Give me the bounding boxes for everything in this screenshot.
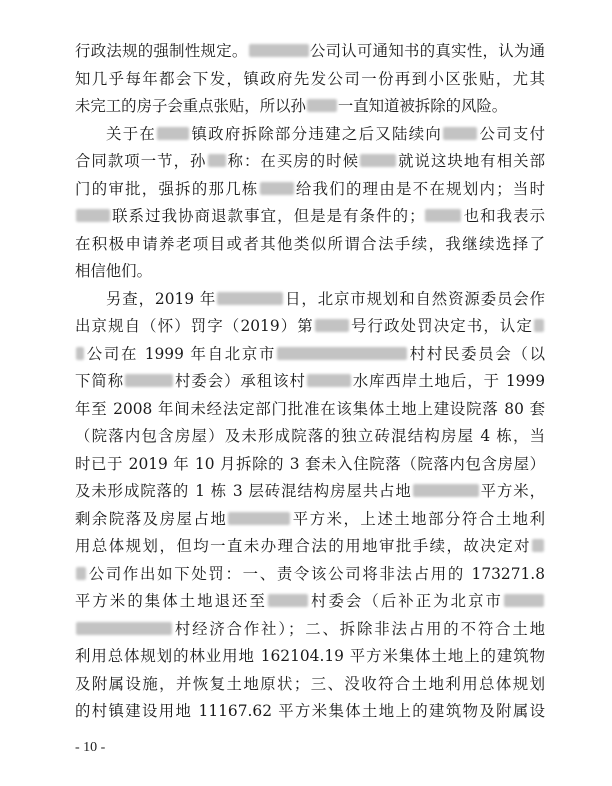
text-line [75,313,545,341]
text-line [75,258,545,286]
text-segment: 关于在 [106,124,157,143]
redaction-block [504,594,544,607]
redaction-block [360,154,396,167]
text-segment: 剩余院落及房屋占地 [75,509,228,528]
text-segment: 也和我表示 [462,207,545,225]
text-segment: 一直知道被拆除的风险。 [337,97,508,115]
redaction-block [307,99,337,112]
redaction-block [315,319,349,332]
text-line [75,93,545,121]
text-segment: 号行政处罚决定书，认定 [349,317,533,335]
text-line [75,671,545,699]
text-segment: 水库西岸土地后，于 1999 [351,372,545,390]
body-text [75,38,545,726]
redaction-block [534,319,544,332]
redaction-block [76,622,172,635]
text-line [75,561,545,589]
text-segment: 出京规自（怀）罚字（2019）第 [75,317,314,335]
text-segment: 门的审批，强拆的那几栋 [75,179,259,198]
text-line [75,588,545,616]
redaction-block [443,127,477,140]
redaction-block [157,127,189,140]
text-line [75,176,545,204]
page-number: - 10 - [75,740,106,755]
text-segment: 公司在 1999 年自北京市 [85,344,277,363]
redaction-block [532,539,544,552]
redaction-block [217,292,283,305]
text-line [75,121,545,149]
text-segment: 未完工的房子会重点张贴，所以孙 [75,97,306,115]
text-segment: 镇政府拆除部分违建之后又陆续向 [190,124,443,143]
text-segment: 下简称 [75,372,125,390]
text-segment: 及未形成院落的 1 栋 3 层砖混结构房屋共占地 [75,482,412,500]
redaction-block [76,347,84,360]
text-line [75,616,545,644]
text-line [75,38,545,66]
text-segment: 村村民委员会（以 [408,344,545,363]
text-line [75,698,545,726]
text-segment: 称：在买房的时候 [226,152,360,170]
text-line [75,506,545,534]
text-segment: 村委会）承租该村 [174,372,306,390]
text-segment: 的村镇建设用地 11167.62 平方米集体土地上的建筑物及附属设 [75,702,545,720]
text-line [75,451,545,479]
text-segment: 在积极申请养老项目或者其他类似所谓合法手续，我继续选择了 [75,234,545,253]
text-segment: 知几乎每年都会下发，镇政府先发公司一份再到小区张贴，尤其 [75,69,545,88]
text-line [75,341,545,369]
text-segment: 利用总体规划的林业用地 162104.19 平方米集体土地上的建筑物 [75,647,545,665]
text-segment: 联系过我协商退款事宜，但是是有条件的； [111,207,425,225]
text-line [75,368,545,396]
text-line [75,533,545,561]
text-line [75,423,545,451]
text-line [75,66,545,94]
text-segment: 公司作出如下处罚：一、责令该公司将非法占用的 173271.8 [87,564,545,583]
redaction-block [307,374,351,387]
text-segment: 就说这块地有相关部 [397,152,545,170]
text-line [75,148,545,176]
text-segment: 用总体规划，但均一直未办理合法的用地审批手续，故决定对 [75,537,531,555]
text-segment: 及附属设施，并恢复土地原状；三、没收符合土地利用总体规划 [75,674,545,693]
redaction-block [268,594,308,607]
redaction-block [425,209,461,222]
text-segment: 日，北京市规划和自然资源委员会作 [284,289,545,308]
text-segment: 另查，2019 年 [106,289,217,308]
text-line [75,478,545,506]
text-line [75,643,545,671]
text-segment: 行政法规的强制性规定。 [75,42,248,60]
text-segment: （院落内包含房屋）及未形成院落的独立砖混结构房屋 4 栋，当 [75,427,545,445]
text-segment: 公司支付 [478,124,545,143]
redaction-block [208,154,226,167]
text-segment: 给我们的理由是不在规划内；当时 [294,179,545,198]
text-segment: 平方米， [479,482,545,500]
text-segment: 时已于 2019 年 10 月拆除的 3 套未入住院落（院落内包含房屋） [75,454,545,473]
redaction-block [76,209,110,222]
redaction-block [228,512,290,525]
text-line [75,231,545,259]
text-segment: 相信他们。 [75,262,152,280]
text-segment: 平方米的集体土地退还至 [75,592,267,610]
text-line [75,203,545,231]
text-segment: 村委会（后补正为北京市 [308,592,503,610]
text-segment: 平方米，上述土地部分符合土地利 [291,509,545,528]
redaction-block [125,374,173,387]
redaction-block [76,567,86,580]
redaction-block [249,44,309,57]
text-line [75,286,545,314]
text-segment: 合同款项一节，孙 [75,152,207,170]
redaction-block [413,484,479,497]
text-line [75,396,545,424]
redaction-block [260,182,294,195]
redaction-block [277,347,407,360]
text-segment: 年至 2008 年间未经法定部门批准在该集体土地上建设院落 80 套 [75,399,545,418]
text-segment: 村经济合作社）；二、拆除非法占用的不符合土地 [173,619,545,638]
text-segment: 公司认可通知书的真实性，认为通 [309,42,545,60]
